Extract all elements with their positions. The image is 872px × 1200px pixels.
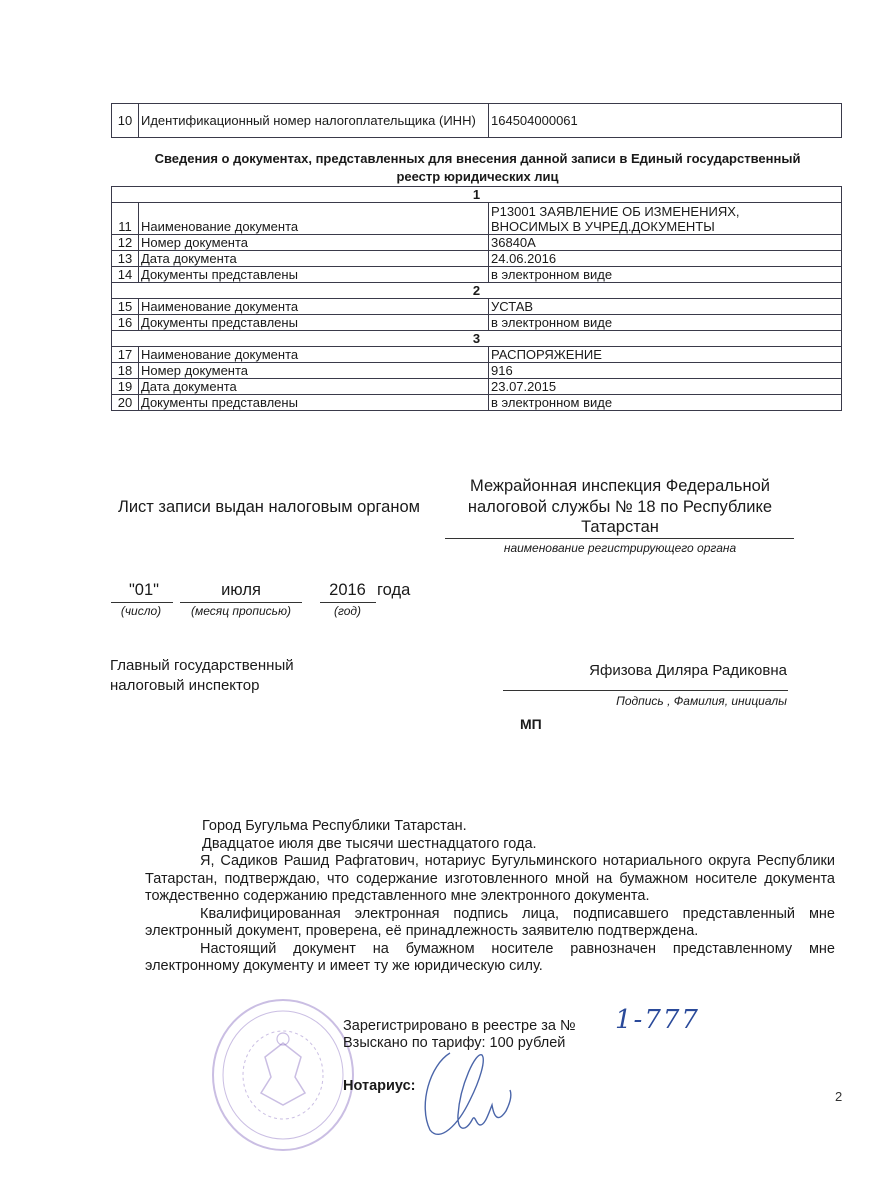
section-header: 3: [112, 331, 842, 347]
row-label: Дата документа: [139, 251, 489, 267]
row-label: Наименование документа: [139, 203, 489, 235]
table-row: [112, 235, 842, 251]
day-caption: (число): [120, 604, 162, 618]
row-number: 11: [112, 203, 139, 235]
section-header: 2: [112, 283, 842, 299]
table-row: [112, 299, 842, 315]
inspector-title: [110, 656, 294, 696]
registering-authority: [445, 476, 795, 538]
city-line: Город Бугульма Республики Татарстан.: [202, 818, 467, 834]
table-row: [112, 315, 842, 331]
org-line: Татарстан: [581, 518, 659, 536]
row-number: 15: [112, 299, 139, 315]
title-line: реестр юридических лиц: [396, 169, 559, 184]
row-value: 23.07.2015: [489, 379, 842, 395]
inspector-name: Яфизова Диляра Радиковна: [589, 662, 787, 679]
value-line: Р13001 ЗАЯВЛЕНИЕ ОБ ИЗМЕНЕНИЯХ,: [491, 203, 740, 219]
row-label: Документы представлены: [139, 267, 489, 283]
notary-stamp-icon: [205, 995, 355, 1155]
value-line: ВНОСИМЫХ В УЧРЕД.ДОКУМЕНТЫ: [491, 218, 715, 234]
row-label: Номер документа: [139, 235, 489, 251]
row-value: в электронном виде: [489, 395, 842, 411]
documents-section-title: [105, 150, 850, 186]
row-value: в электронном виде: [489, 267, 842, 283]
underline: [445, 538, 794, 539]
section-header-row: [112, 331, 842, 347]
notary-signature-icon: [410, 1045, 520, 1145]
documents-table: [111, 186, 842, 411]
section-header-row: [112, 187, 842, 203]
seal-mark: МП: [520, 716, 542, 732]
table-row: [112, 203, 842, 235]
row-label: Документы представлены: [139, 315, 489, 331]
org-caption: наименование регистрирующего органа: [503, 541, 737, 555]
row-number: 10: [112, 104, 139, 138]
notary-certification: [145, 818, 835, 976]
row-number: 17: [112, 347, 139, 363]
row-number: 18: [112, 363, 139, 379]
row-number: 13: [112, 251, 139, 267]
row-value: РАСПОРЯЖЕНИЕ: [489, 347, 842, 363]
row-label: Наименование документа: [139, 299, 489, 315]
title-line: Сведения о документах, представленных для внесения данной записи в Единый государственный: [154, 151, 801, 166]
table-row: [112, 347, 842, 363]
title-line: налоговый инспектор: [110, 677, 260, 694]
row-label: Наименование документа: [139, 347, 489, 363]
row-label: Документы представлены: [139, 395, 489, 411]
inn-value: 164504000061: [489, 104, 842, 138]
row-number: 16: [112, 315, 139, 331]
page-number: 2: [835, 1089, 843, 1104]
year-caption: (год): [333, 604, 362, 618]
row-number: 19: [112, 379, 139, 395]
table-row: [112, 379, 842, 395]
table-row: [112, 104, 842, 138]
row-value: [489, 203, 842, 235]
underline: [503, 690, 788, 691]
table-row: [112, 267, 842, 283]
table-row: [112, 251, 842, 267]
row-number: 14: [112, 267, 139, 283]
issued-by-label: Лист записи выдан налоговым органом: [118, 498, 420, 516]
row-number: 12: [112, 235, 139, 251]
section-header-row: [112, 283, 842, 299]
org-line: Межрайонная инспекция Федеральной: [470, 477, 770, 495]
paragraph: Квалифицированная электронная подпись лица, подписавшего представленный мне электронный документ, проверена, её принадлежность заявителю подтверждена.: [145, 905, 835, 939]
title-line: Главный государственный: [110, 657, 294, 674]
row-label: Идентификационный номер налогоплательщика (ИНН): [139, 104, 489, 138]
notary-label: Нотариус:: [343, 1078, 416, 1094]
row-value: УСТАВ: [489, 299, 842, 315]
date-words: Двадцатое июля две тысячи шестнадцатого года.: [202, 835, 537, 852]
row-value: 36840А: [489, 235, 842, 251]
row-value: 916: [489, 363, 842, 379]
paragraph: Настоящий документ на бумажном носителе равнозначен представленному мне электронному документу и имеет ту же юридическую силу.: [145, 940, 835, 974]
month-caption: (месяц прописью): [191, 604, 291, 618]
table-row: [112, 395, 842, 411]
year-suffix: года: [377, 581, 411, 599]
fee-line: Взыскано по тарифу: 100 рублей: [343, 1035, 566, 1051]
date-year: 2016: [329, 581, 366, 599]
row-value: в электронном виде: [489, 315, 842, 331]
registered-label: Зарегистрировано в реестре за №: [343, 1018, 576, 1034]
date-month: июля: [221, 581, 261, 599]
inn-table: [111, 103, 842, 138]
row-label: Дата документа: [139, 379, 489, 395]
underline: [320, 602, 376, 603]
org-line: налоговой службы № 18 по Республике: [467, 497, 773, 516]
paragraph: Я, Садиков Рашид Рафгатович, нотариус Бугульминского нотариального округа Республики Татарстан, подтверждаю, что содержание изготовленного мной на бумажном носителе документа тождественно содержанию представленного мне электронного документа.: [145, 853, 835, 904]
row-label: Номер документа: [139, 363, 489, 379]
registry-number: 1-777: [615, 1005, 700, 1035]
date-day: "01": [128, 581, 160, 599]
table-row: [112, 363, 842, 379]
underline: [111, 602, 173, 603]
row-number: 20: [112, 395, 139, 411]
signature-caption: Подпись , Фамилия, инициалы: [616, 694, 787, 708]
row-value: 24.06.2016: [489, 251, 842, 267]
section-header: 1: [112, 187, 842, 203]
underline: [180, 602, 302, 603]
